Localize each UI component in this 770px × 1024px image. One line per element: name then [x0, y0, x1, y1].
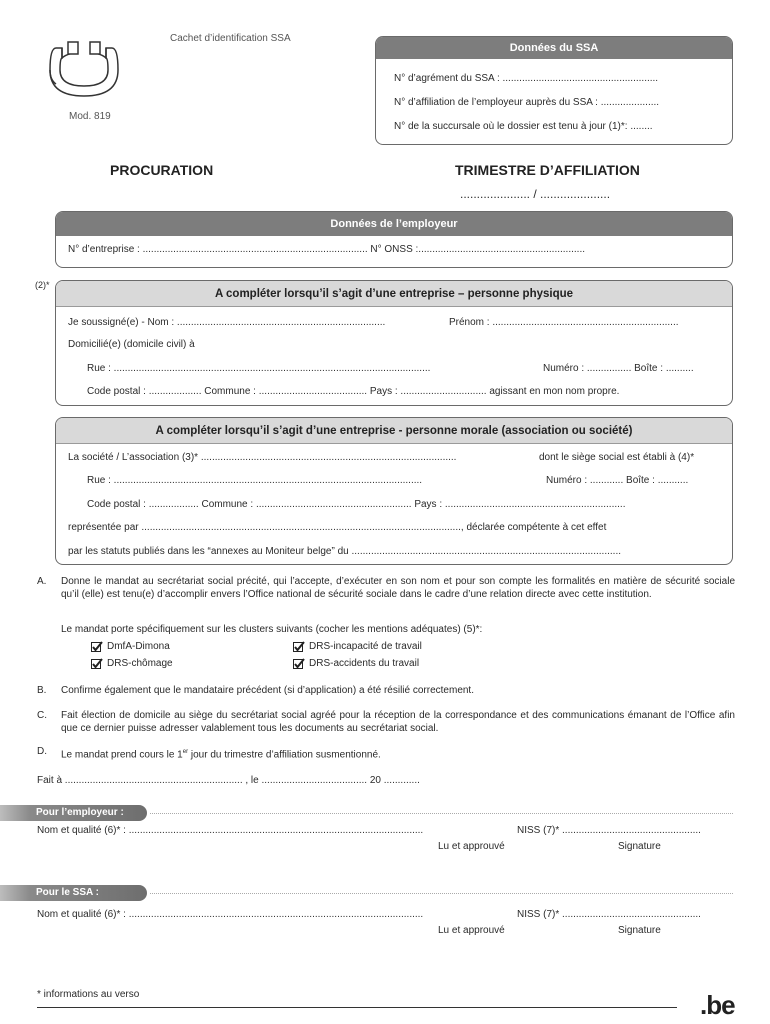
clause-a-text: Donne le mandat au secrétariat social précité, qui l’accepte, d’exécuter en son nom et pour son compte les formalités en matière de sécurité sociale qu’il (elle) est tenu(e) d’accomplir envers l’Office national de sécurité sociale dans le cadre d’une relation directe avec cette institution. [61, 576, 735, 600]
footer-note: * informations au verso [37, 989, 140, 1000]
employeur-box-title: Données de l’employeur [56, 212, 732, 236]
checkbox-checked-icon[interactable] [293, 641, 305, 652]
option-drs-chomage[interactable] [91, 658, 173, 669]
ssa-nom-field[interactable]: Nom et qualité (6)* : .......................................................................................................... [37, 909, 424, 920]
procuration-title: PROCURATION [110, 162, 214, 178]
pour-ssa-label: Pour le SSA : [0, 885, 147, 901]
option-drs-accidents-label: DRS-accidents du travail [309, 658, 420, 670]
footer-divider [37, 1007, 677, 1008]
ssa-succursale-field[interactable]: N° de la succursale où le dossier est tenu à jour (1)*: ........ [394, 121, 653, 132]
mandat-clusters-label: Le mandat porte spécifiquement sur les clusters suivants (cocher les mentions adéquates) (5)*: [61, 624, 483, 635]
physique-box-title: A compléter lorsqu’il s’agit d’une entreprise – personne physique [56, 281, 732, 307]
employeur-data-box [55, 211, 733, 268]
clause-b-text: Confirme également que le mandataire précédent (si d’application) a été résilié correctement. [61, 685, 474, 696]
option-drs-incapacite-label: DRS-incapacité de travail [309, 641, 422, 653]
fait-a-field[interactable]: Fait à ................................................................ , le ...................................... 20 ............. [37, 775, 420, 786]
ssa-signature: Signature [618, 925, 661, 936]
checkbox-checked-icon[interactable] [91, 658, 103, 669]
ssa-divider [150, 893, 733, 894]
physique-rue-field[interactable]: Rue : .................................................................................................................. [87, 363, 431, 374]
morale-rue-field[interactable]: Rue : ............................................................................................................... [87, 475, 423, 486]
ssa-lu-approuve: Lu et approuvé [438, 925, 505, 936]
trimestre-field[interactable]: ..................... / ..................... [460, 187, 611, 201]
model-number: Mod. 819 [69, 111, 111, 122]
employeur-divider [150, 813, 733, 814]
employeur-lu-approuve: Lu et approuvé [438, 841, 505, 852]
checkbox-checked-icon[interactable] [91, 641, 103, 652]
pour-employeur-label: Pour l’employeur : [0, 805, 147, 821]
entreprise-onss-field[interactable]: N° d’entreprise : ................................................................................. N° ONSS :............................................................ [68, 244, 586, 255]
option-dmfa-dimona[interactable] [91, 641, 170, 652]
morale-statuts-field[interactable]: par les statuts publiés dans les “annexes au Moniteur belge” du ................................................................................................. [68, 546, 621, 557]
morale-representee-field[interactable]: représentée par ..................................................................................................................., déclarée compétente à cet effet [68, 522, 607, 533]
option-dmfa-label: DmfA-Dimona [107, 641, 170, 653]
physique-domicile-label: Domicilié(e) (domicile civil) à [68, 339, 195, 350]
cachet-label: Cachet d’identification SSA [170, 33, 291, 44]
morale-code-postal-field[interactable]: Code postal : .................. Commune : ........................................................ Pays : ................................................................. [87, 499, 626, 510]
clause-c-letter: C. [37, 710, 47, 721]
physique-prenom-field[interactable]: Prénom : ................................................................... [449, 317, 679, 328]
physique-code-postal-field[interactable]: Code postal : ................... Commune : ....................................... Pays : ............................... agissant en mon nom propre. [87, 386, 620, 397]
employeur-nom-field[interactable]: Nom et qualité (6)* : .......................................................................................................... [37, 825, 424, 836]
employeur-niss-field[interactable]: NISS (7)* .................................................. [517, 825, 701, 836]
physique-nom-field[interactable]: Je soussigné(e) - Nom : ........................................................................... [68, 317, 386, 328]
ssa-box-title: Données du SSA [376, 37, 732, 59]
ssa-niss-field[interactable]: NISS (7)* .................................................. [517, 909, 701, 920]
employeur-signature: Signature [618, 841, 661, 852]
clause-a-letter: A. [37, 576, 47, 587]
clause-d-text: Le mandat prend cours le 1er jour du trimestre d’affiliation susmentionné. [61, 749, 381, 761]
clause-d-letter: D. [37, 746, 47, 757]
trimestre-title: TRIMESTRE D’AFFILIATION [455, 162, 640, 178]
clause-b-letter: B. [37, 685, 47, 696]
morale-siege-label: dont le siège social est établi à (4)* [539, 452, 695, 463]
ssa-agrement-field[interactable]: N° d’agrément du SSA : ........................................................ [394, 73, 659, 84]
option-drs-chomage-label: DRS-chômage [107, 658, 173, 670]
personne-physique-box [55, 280, 733, 406]
morale-numero-field[interactable]: Numéro : ............ Boîte : ........... [546, 475, 689, 486]
checkbox-checked-icon[interactable] [293, 658, 305, 669]
option-drs-incapacite[interactable] [293, 641, 422, 652]
clause-c-text: Fait élection de domicile au siège du secrétariat social agréé pour la réception de la correspondance et des communications émanant de l’Office afin que ce dernier puisse adresser valablement tous les documents au secrétariat social. [61, 710, 735, 734]
personne-morale-box [55, 417, 733, 565]
morale-societe-field[interactable]: La société / L’association (3)* ............................................................................................ [68, 452, 457, 463]
note-2: (2)* [35, 280, 50, 290]
be-logo: .be [700, 990, 735, 1020]
ssa-logo-icon [48, 40, 120, 102]
physique-numero-field[interactable]: Numéro : ................ Boîte : .......... [543, 363, 694, 374]
option-drs-accidents[interactable] [293, 658, 419, 669]
morale-box-title: A compléter lorsqu’il s’agit d’une entreprise - personne morale (association ou société) [56, 418, 732, 444]
ssa-data-box [375, 36, 733, 145]
ssa-affiliation-field[interactable]: N° d’affiliation de l’employeur auprès du SSA : ..................... [394, 97, 660, 108]
